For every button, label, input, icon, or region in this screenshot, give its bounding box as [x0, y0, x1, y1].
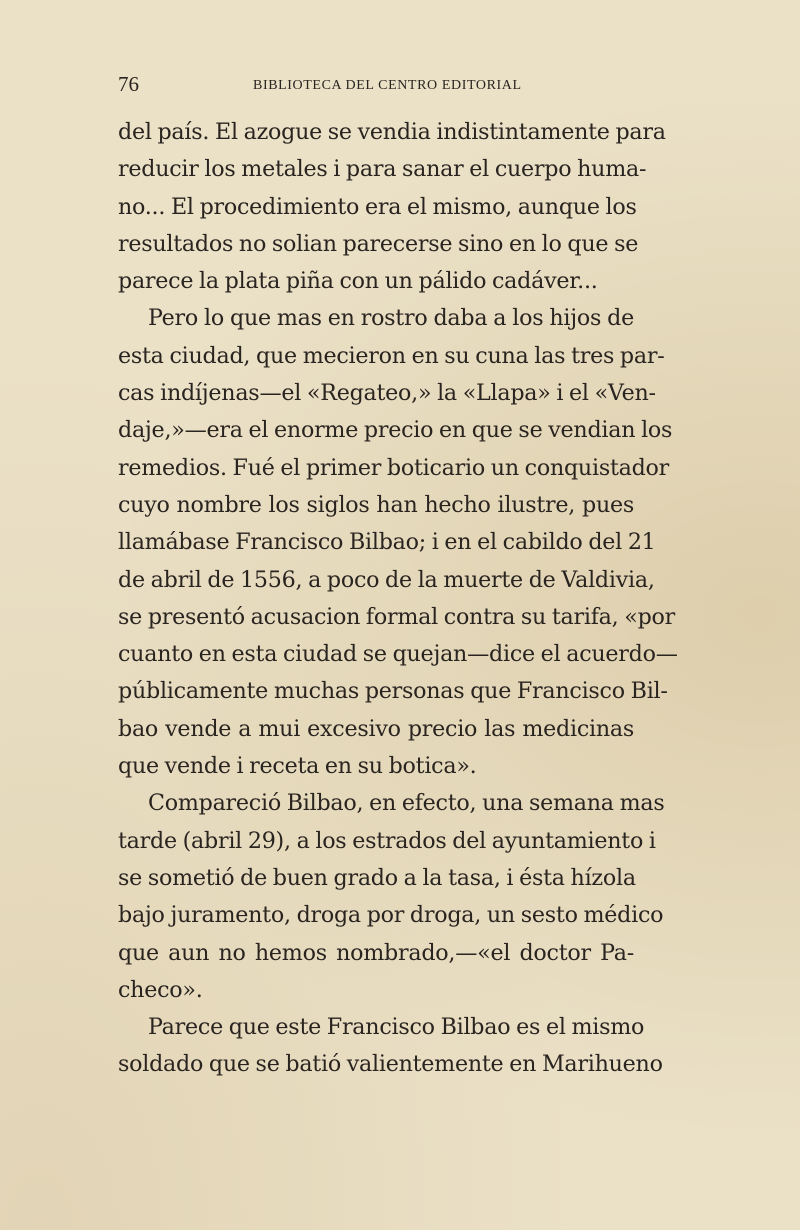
text-line: bao vende a mui excesivo precio las medicinas [118, 715, 634, 742]
text-line: que aun no hemos nombrado,—«el doctor Pa- [118, 939, 634, 966]
text-line: que vende i receta en su botica». [118, 753, 477, 780]
text-line: públicamente muchas personas que Francisco Bil- [118, 678, 668, 705]
text-line: checo». [118, 976, 203, 1003]
text-line: tarde (abril 29), a los estrados del ayuntamiento i [118, 827, 656, 854]
text-line: daje,»—era el enorme precio en que se vendian los [118, 417, 673, 444]
text-line: cuyo nombre los siglos han hecho ilustre, pues [118, 491, 634, 518]
text-line: se sometió de buen grado a la tasa, i ésta hízola [118, 864, 636, 891]
text-line: cuanto en esta ciudad se quejan—dice el acuerdo— [118, 641, 678, 668]
body-text [118, 114, 678, 1084]
paragraph-start-line: Parece que este Francisco Bilbao es el mismo [148, 1014, 645, 1041]
text-line: bajo juramento, droga por droga, un sesto médico [118, 902, 664, 929]
text-line: parece la plata piña con un pálido cadáver... [118, 268, 598, 295]
text-line: reducir los metales i para sanar el cuerpo huma- [118, 156, 647, 183]
text-line: no... El procedimiento era el mismo, aunque los [118, 193, 637, 220]
text-line: de abril de 1556, a poco de la muerte de Valdivia, [118, 566, 655, 593]
page-number: 76 [118, 72, 139, 96]
paragraph-start-line: Pero lo que mas en rostro daba a los hijos de [148, 305, 634, 332]
text-line: se presentó acusacion formal contra su tarifa, «por [118, 603, 676, 630]
text-line: soldado que se batió valientemente en Marihueno [118, 1051, 663, 1078]
text-line: esta ciudad, que mecieron en su cuna las tres par- [118, 342, 665, 369]
text-line: resultados no solian parecerse sino en lo que se [118, 230, 639, 257]
running-head [118, 72, 638, 102]
paragraph-start-line: Compareció Bilbao, en efecto, una semana mas [148, 790, 665, 817]
running-head-title: BIBLIOTECA DEL CENTRO EDITORIAL [253, 78, 522, 93]
text-line: remedios. Fué el primer boticario un conquistador [118, 454, 670, 481]
text-line: llamábase Francisco Bilbao; i en el cabildo del 21 [118, 529, 656, 556]
text-line: del país. El azogue se vendia indistintamente para [118, 119, 666, 145]
text-line: cas indíjenas—el «Regateo,» la «Llapa» i el «Ven- [118, 380, 656, 407]
